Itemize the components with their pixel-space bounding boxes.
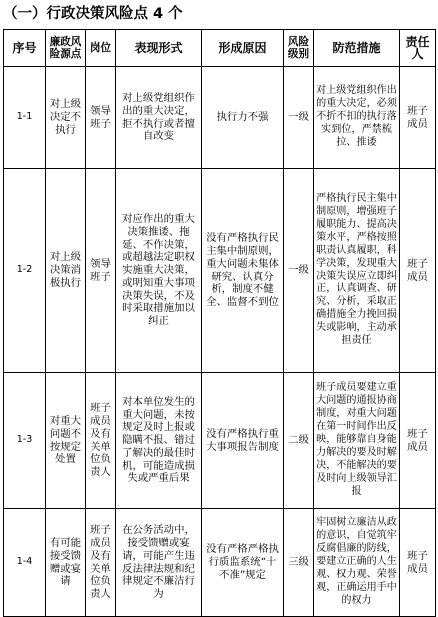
cell-form: 对本单位发生的重大问题，未按规定及时上报或隐瞒不报、错过了解决的最佳时机，可能造成损失或严重后果 — [116, 373, 202, 509]
cell-measure: 牢固树立廉洁从政的意识，自觉筑牢反腐倡廉的防线，要建立正确的人生观、权力观、荣誉观，正确运用手中的权力 — [314, 509, 400, 617]
cell-measure: 对上级党组织作出的重大决定，必须不折不扣的执行落实到位，严禁梳拉、推诿 — [314, 67, 400, 169]
risk-table — [3, 29, 436, 617]
cell-cause: 执行力不强 — [202, 67, 284, 169]
cell-no: 1-4 — [4, 509, 46, 617]
cell-form: 对上级党组织作出的重大决定，拒不执行或者擅自改变 — [116, 67, 202, 169]
cell-form: 对应作出的重大决策推诿、拖延、不作决策，或超越法定职权实施重大决策，或明知重大事项决策失误，不及时采取措施加以纠正 — [116, 169, 202, 373]
cell-form: 在公务活动中，接受馈赠或宴请，可能产生违反法律法规和纪律规定不廉洁行为 — [116, 509, 202, 617]
table-row — [4, 509, 436, 617]
cell-risk-level: 一级 — [284, 67, 314, 169]
table-header-row — [4, 30, 436, 67]
cell-measure: 严格执行民主集中制原则，增强班子履职能力、提高决策水平，严格按照职责认真履职，科学决策，发现重大决策失误应立即纠正，认真调查、研究、分析，采取正确措施全力挽回损失或影响，主动承担责任 — [314, 169, 400, 373]
cell-risk-source: 对上级决策消极执行 — [46, 169, 86, 373]
table-row — [4, 169, 436, 373]
table-row — [4, 373, 436, 509]
cell-person: 班子成员 — [400, 169, 436, 373]
cell-cause: 没有严格执行重大事项报告制度 — [202, 373, 284, 509]
cell-post: 领导班子 — [86, 169, 116, 373]
section-title: （一）行政决策风险点 4 个 — [3, 6, 183, 22]
cell-person: 班子成员 — [400, 67, 436, 169]
cell-cause: 没有严格执行民主集中制原则，重大问题未集体研究、认真分析，制度不健全、监督不到位 — [202, 169, 284, 373]
cell-post: 领导班子 — [86, 67, 116, 169]
cell-no: 1-2 — [4, 169, 46, 373]
cell-person: 班子成员 — [400, 373, 436, 509]
cell-person: 班子成员 — [400, 509, 436, 617]
cell-post: 班子成员及有关单位负责人 — [86, 373, 116, 509]
column-header-risk-level: 风险级别 — [284, 30, 314, 67]
column-header-post: 岗位 — [86, 30, 116, 67]
cell-risk-level: 一级 — [284, 169, 314, 373]
column-header-measure: 防范措施 — [314, 30, 400, 67]
cell-risk-source: 对重大问题不按规定处置 — [46, 373, 86, 509]
cell-measure: 班子成员要建立重大问题的通报协商制度，对重大问题在第一时间作出反映，能够靠自身能力解决的要及时解决，不能解决的要及时向上级领导汇报 — [314, 373, 400, 509]
column-header-form: 表现形式 — [116, 30, 202, 67]
cell-post: 班子成员及有关单位负责人 — [86, 509, 116, 617]
table-row — [4, 67, 436, 169]
cell-risk-source: 有可能接受馈赠或宴请 — [46, 509, 86, 617]
cell-cause: 没有严格严格执行质监系统“十不准”规定 — [202, 509, 284, 617]
cell-no: 1-1 — [4, 67, 46, 169]
column-header-person: 责任人 — [400, 30, 436, 67]
column-header-no: 序号 — [4, 30, 46, 67]
cell-no: 1-3 — [4, 373, 46, 509]
column-header-risk-source: 廉政风险源点 — [46, 30, 86, 67]
cell-risk-source: 对上级决定不执行 — [46, 67, 86, 169]
cell-risk-level: 二级 — [284, 373, 314, 509]
cell-risk-level: 三级 — [284, 509, 314, 617]
column-header-cause: 形成原因 — [202, 30, 284, 67]
